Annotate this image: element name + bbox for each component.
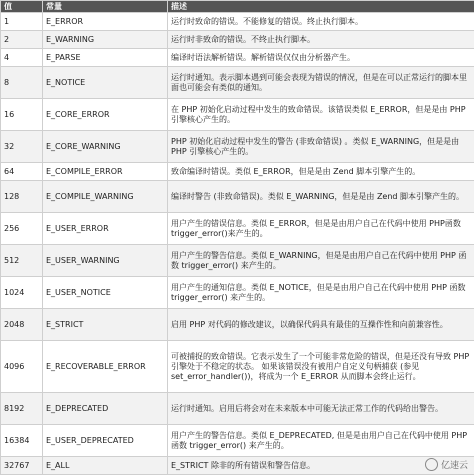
table-row <box>1 67 474 99</box>
cell-constant: E_USER_ERROR <box>43 213 168 245</box>
table-row <box>1 341 474 393</box>
cell-constant: E_COMPILE_ERROR <box>43 163 168 181</box>
table-row <box>1 393 474 425</box>
header-value: 值 <box>1 1 43 13</box>
cell-constant: E_CORE_WARNING <box>43 131 168 163</box>
cell-description: 用户产生的通知信息。类似 E_NOTICE，但是是由用户自己在代码中使用 PHP 函数 trigger_error() 来产生的。 <box>168 277 474 309</box>
cell-constant: E_ALL <box>43 457 168 475</box>
cell-constant: E_PARSE <box>43 49 168 67</box>
table-row <box>1 245 474 277</box>
cell-value: 32767 <box>1 457 43 475</box>
cell-value: 64 <box>1 163 43 181</box>
cell-value: 4096 <box>1 341 43 393</box>
table-row <box>1 131 474 163</box>
watermark-text: 亿速云 <box>440 461 468 471</box>
cell-constant: E_WARNING <box>43 31 168 49</box>
table-row <box>1 31 474 49</box>
cell-description: 运行时非致命的错误。不终止执行脚本。 <box>168 31 474 49</box>
table-row <box>1 163 474 181</box>
cell-description: 在 PHP 初始化启动过程中发生的致命错误。该错误类似 E_ERROR，但是是由 PHP 引擎核心产生的。 <box>168 99 474 131</box>
cell-constant: E_USER_WARNING <box>43 245 168 277</box>
cell-constant: E_DEPRECATED <box>43 393 168 425</box>
cell-value: 2 <box>1 31 43 49</box>
cell-description: PHP 初始化启动过程中发生的警告 (非致命错误) 。类似 E_WARNING，但是是由 PHP 引擎核心产生的。 <box>168 131 474 163</box>
cell-description: E_STRICT 除非的所有错误和警告信息。 <box>168 457 474 475</box>
table-row <box>1 213 474 245</box>
table-row <box>1 181 474 213</box>
cell-value: 8192 <box>1 393 43 425</box>
header-description: 描述 <box>168 1 474 13</box>
table-row <box>1 425 474 457</box>
cell-description: 运行时通知。表示脚本遇到可能会表现为错误的情况，但是在可以正常运行的脚本里面也可能会有类似的通知。 <box>168 67 474 99</box>
cell-value: 512 <box>1 245 43 277</box>
cell-description: 用户产生的警告信息。类似 E_DEPRECATED, 但是是由用户自己在代码中使用 PHP 函数 trigger_error() 来产生的。 <box>168 425 474 457</box>
table-row <box>1 49 474 67</box>
cell-constant: E_ERROR <box>43 13 168 31</box>
cell-value: 32 <box>1 131 43 163</box>
cell-value: 1 <box>1 13 43 31</box>
cell-constant: E_CORE_ERROR <box>43 99 168 131</box>
cell-value: 16 <box>1 99 43 131</box>
table-row <box>1 277 474 309</box>
table-header-row <box>1 1 474 13</box>
cell-value: 4 <box>1 49 43 67</box>
header-constant: 常量 <box>43 1 168 13</box>
watermark <box>425 458 468 471</box>
cell-value: 256 <box>1 213 43 245</box>
cell-description: 用户产生的错误信息。类似 E_ERROR，但是是由用户自己在代码中使用 PHP函数 trigger_error()来产生的。 <box>168 213 474 245</box>
cell-description: 编译时语法解析错误。解析错误仅仅由分析器产生。 <box>168 49 474 67</box>
cell-value: 128 <box>1 181 43 213</box>
cell-constant: E_RECOVERABLE_ERROR <box>43 341 168 393</box>
cell-value: 16384 <box>1 425 43 457</box>
cell-value: 2048 <box>1 309 43 341</box>
cell-constant: E_USER_DEPRECATED <box>43 425 168 457</box>
cell-constant: E_NOTICE <box>43 67 168 99</box>
watermark-logo-icon <box>425 458 438 471</box>
cell-description: 用户产生的警告信息。类似 E_WARNING，但是是由用户自己在代码中使用 PHP 函数 trigger_error() 来产生的。 <box>168 245 474 277</box>
cell-constant: E_USER_NOTICE <box>43 277 168 309</box>
cell-description: 运行时致命的错误。不能修复的错误。终止执行脚本。 <box>168 13 474 31</box>
cell-description: 可被捕捉的致命错误。它表示发生了一个可能非常危险的错误，但是还没有导致 PHP 引擎处于不稳定的状态。 如果该错误没有被用户自定义句柄捕获 (参见 set_error_handler())，将成为一个 E_ERROR 从而脚本会终止运行。 <box>168 341 474 393</box>
table-row <box>1 13 474 31</box>
cell-description: 致命编译时错误。类似 E_ERROR，但是是由 Zend 脚本引擎产生的。 <box>168 163 474 181</box>
cell-constant: E_STRICT <box>43 309 168 341</box>
cell-value: 8 <box>1 67 43 99</box>
table-row <box>1 99 474 131</box>
cell-description: 运行时通知。启用后将会对在未来版本中可能无法正常工作的代码给出警告。 <box>168 393 474 425</box>
cell-value: 1024 <box>1 277 43 309</box>
table-row <box>1 309 474 341</box>
table-row <box>1 457 474 475</box>
cell-constant: E_COMPILE_WARNING <box>43 181 168 213</box>
cell-description: 启用 PHP 对代码的修改建议，以确保代码具有最佳的互操作性和向前兼容性。 <box>168 309 474 341</box>
cell-description: 编译时警告 (非致命错误)。类似 E_WARNING，但是是由 Zend 脚本引擎产生的。 <box>168 181 474 213</box>
